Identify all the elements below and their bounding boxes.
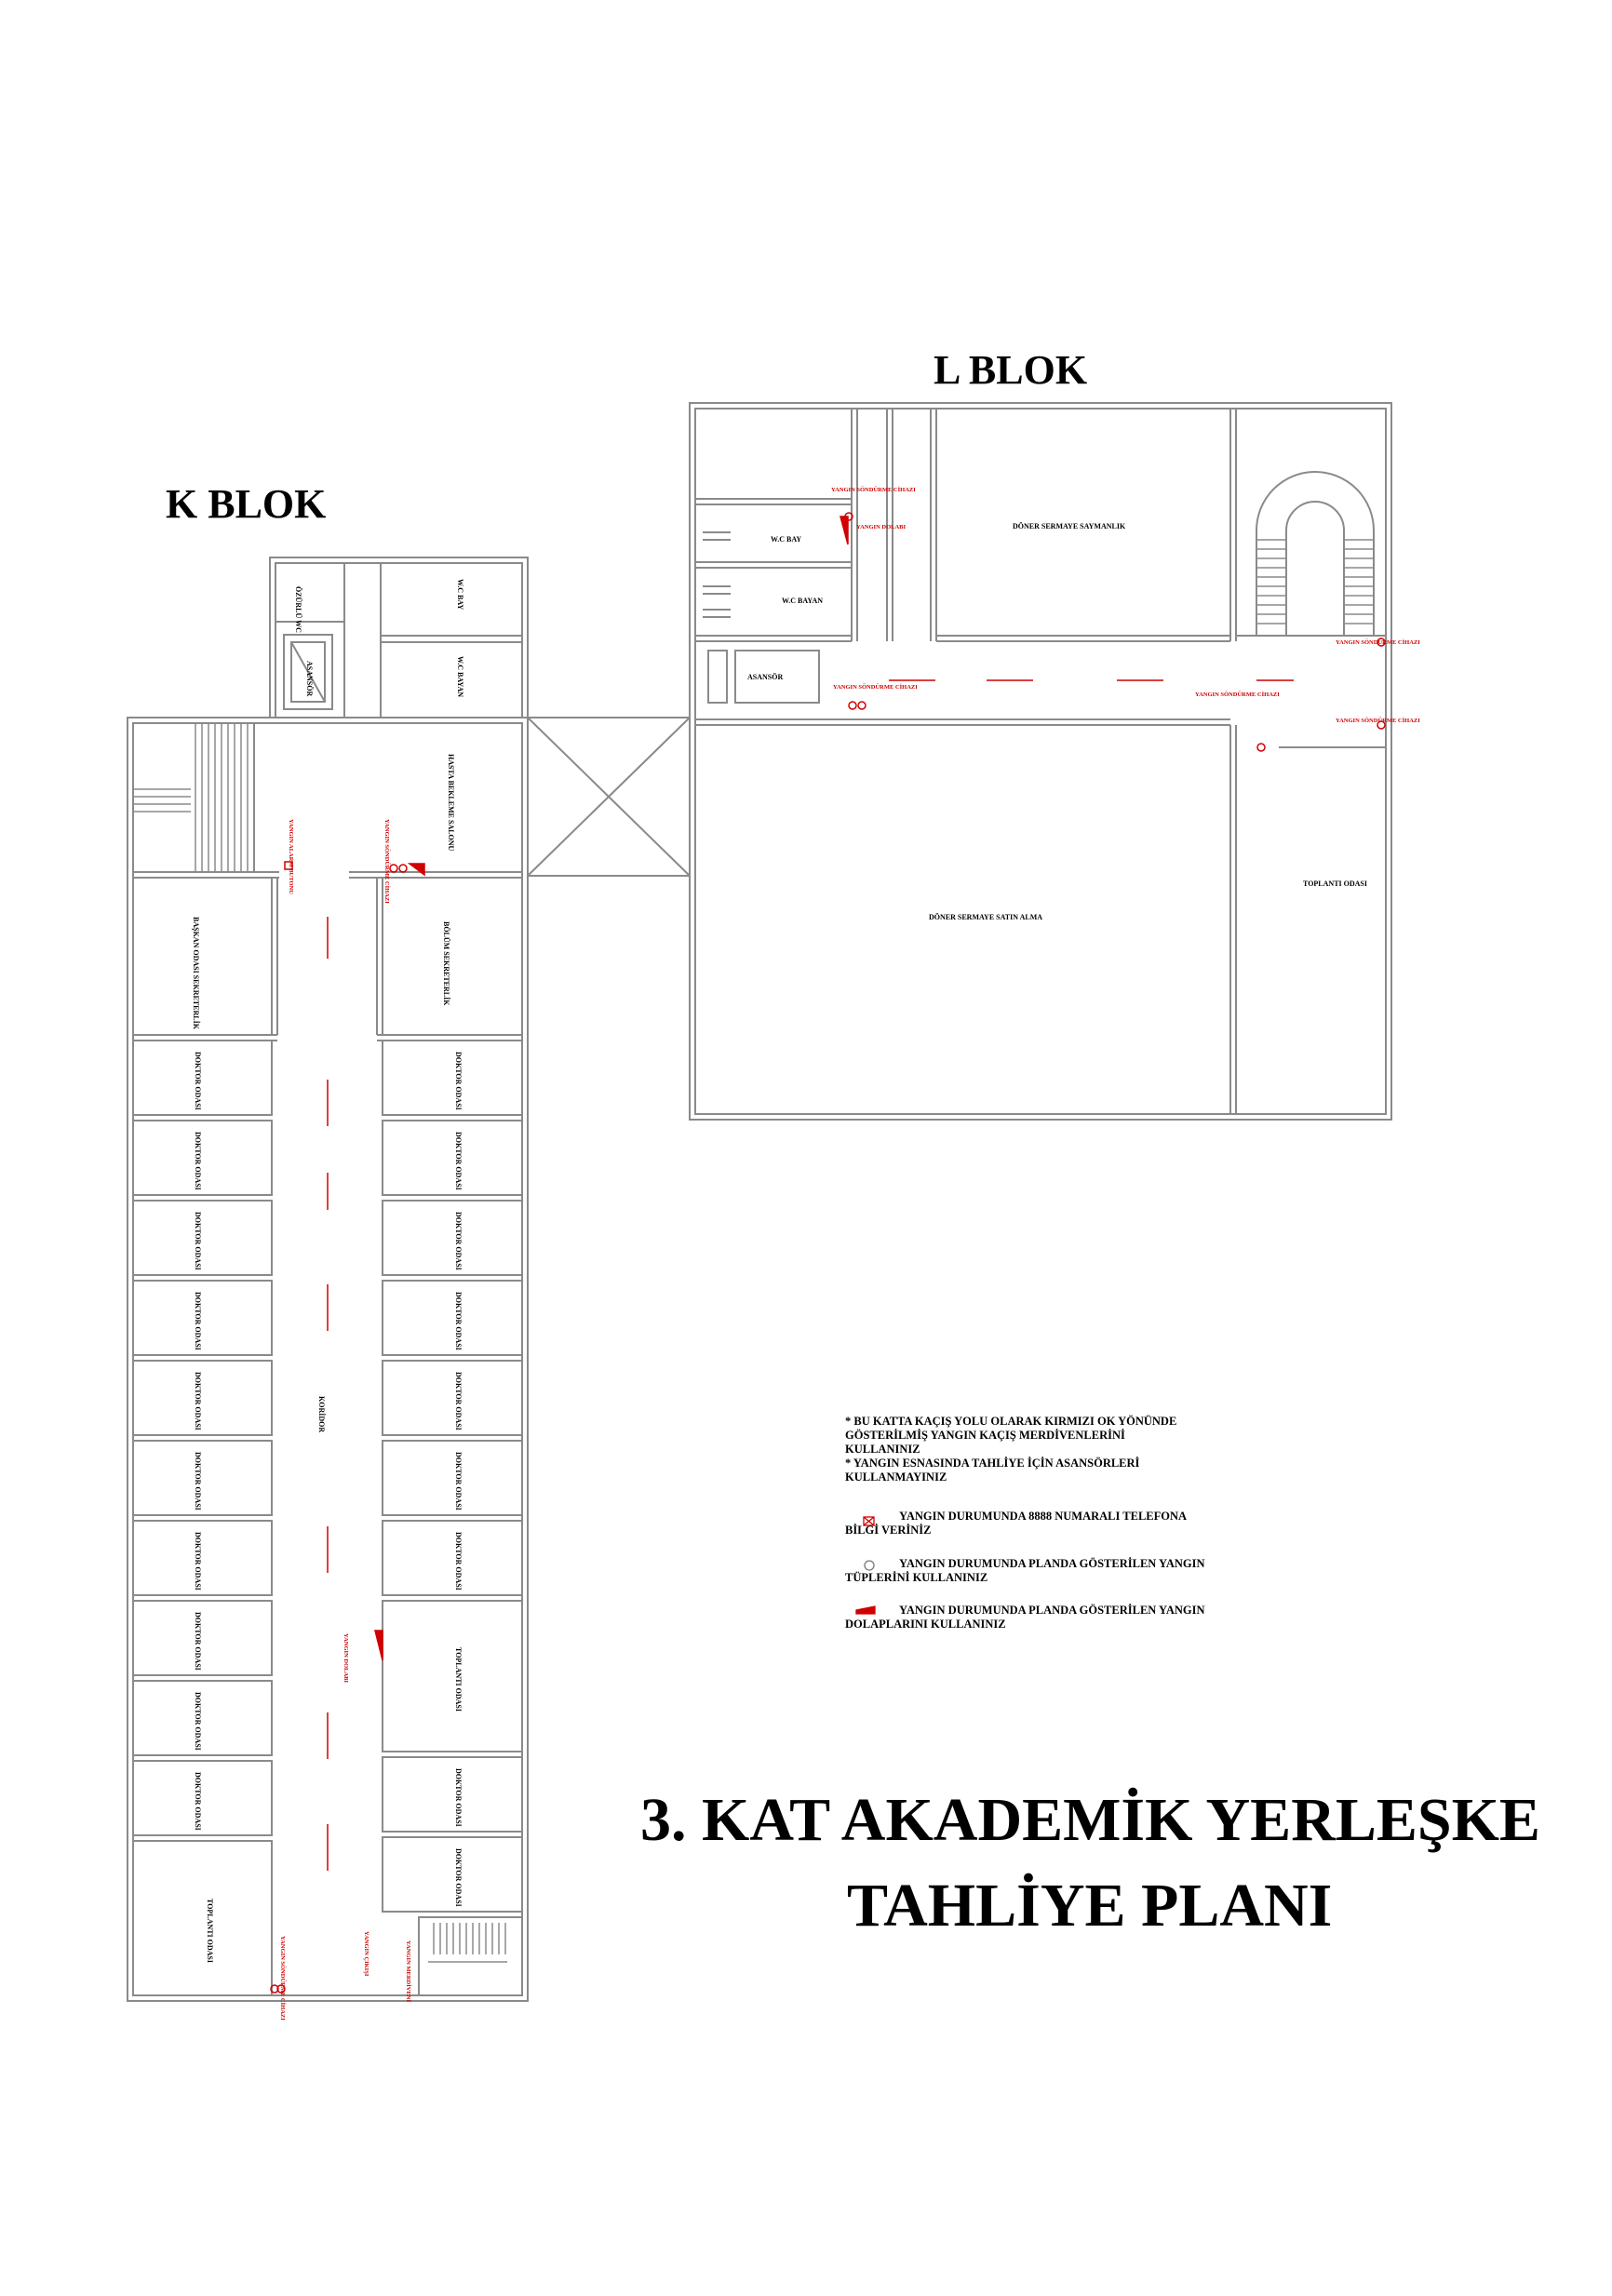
label-l-toplanti: TOPLANTI ODASI [1303, 879, 1367, 888]
label-doktor-l7: DOKTOR ODASI [194, 1532, 202, 1591]
legend-cabinet: YANGIN DURUMUNDA PLANDA GÖSTERİLEN YANGIN DOLAPLARINI KULLANINIZ [845, 1604, 1205, 1631]
legend-note-2: * YANGIN ESNASINDA TAHLİYE İÇİN ASANSÖRLERİ KULLANMAYINIZ [845, 1457, 1140, 1484]
label-doktor-r5: DOKTOR ODASI [454, 1372, 463, 1430]
label-k-wc-bayan: W.C BAYAN [456, 656, 464, 698]
label-l-wc-bayan: W.C BAYAN [782, 597, 824, 605]
label-doktor-r6: DOKTOR ODASI [454, 1452, 463, 1511]
label-doktor-l8: DOKTOR ODASI [194, 1612, 202, 1671]
label-doktor-l2: DOKTOR ODASI [194, 1132, 202, 1190]
label-doktor-l9: DOKTOR ODASI [194, 1692, 202, 1751]
label-bolum-sekreterlik: BÖLÜM SEKRETERLİK [442, 921, 450, 1006]
label-doktor-l6: DOKTOR ODASI [194, 1452, 202, 1511]
legend-alarm: YANGIN DURUMUNDA 8888 NUMARALI TELEFONA BİLGİ VERİNİZ [845, 1510, 1187, 1537]
label-k-wc-bay: W.C BAY [456, 579, 464, 611]
label-doner-saymanlik: DÖNER SERMAYE SAYMANLIK [1013, 522, 1126, 530]
label-ozurlu-wc: ÖZÜRLÜ WC [294, 586, 302, 633]
label-l-dolap: YANGIN DOLABI [856, 524, 907, 530]
label-doktor-r2: DOKTOR ODASI [454, 1132, 463, 1190]
legend-note-1: * BU KATTA KAÇIŞ YOLU OLARAK KIRMIZI OK YÖNÜNDE GÖSTERİLMİŞ YANGIN KAÇIŞ MERDİVENLERİNİ KULLANINIZ [845, 1415, 1177, 1456]
label-l-asansor: ASANSÖR [747, 673, 784, 681]
label-doktor-r1: DOKTOR ODASI [454, 1052, 463, 1110]
label-doner-satin-alma: DÖNER SERMAYE SATIN ALMA [929, 913, 1043, 921]
label-doktor-r8: DOKTOR ODASI [454, 1768, 463, 1827]
label-l-sondurme-1: YANGIN SÖNDÜRME CİHAZI [831, 487, 916, 493]
label-doktor-l5: DOKTOR ODASI [194, 1372, 202, 1430]
label-k-sondurme-1: YANGIN SÖNDÜRME CİHAZI [383, 819, 390, 904]
label-yangin-cikisi: YANGIN ÇIKIŞI [363, 1931, 369, 1977]
label-l-sondurme-2: YANGIN SÖNDÜRME CİHAZI [833, 684, 918, 691]
label-baskan-sekreterlik: BAŞKAN ODASI SEKRETERLİK [192, 917, 200, 1029]
plan-title-line2: TAHLİYE PLANI [847, 1872, 1333, 1940]
label-k-alarm: YANGIN ALARM BUTONU [288, 819, 294, 894]
label-yangin-merdiveni: YANGIN MERDİVENİ [405, 1940, 411, 2003]
label-doktor-l1: DOKTOR ODASI [194, 1052, 202, 1110]
label-k-asansor: ASANSÖR [305, 661, 314, 697]
fire-equipment [271, 513, 1385, 1993]
l-blok-title: L BLOK [934, 347, 1088, 393]
label-l-wc-bay: W.C BAY [771, 535, 802, 544]
label-koridor: KORİDOR [317, 1396, 326, 1433]
label-toplanti-left: TOPLANTI ODASI [206, 1899, 214, 1963]
label-doktor-r3: DOKTOR ODASI [454, 1212, 463, 1270]
k-blok-plan [128, 557, 528, 2001]
label-doktor-l3: DOKTOR ODASI [194, 1212, 202, 1270]
label-doktor-r9: DOKTOR ODASI [454, 1848, 463, 1907]
l-blok-plan [690, 403, 1391, 1120]
label-l-sondurme-5: YANGIN SÖNDÜRME CİHAZI [1336, 718, 1420, 724]
label-hasta-bekleme: HASTA BEKLEME SALONU [447, 754, 455, 852]
label-doktor-l10: DOKTOR ODASI [194, 1772, 202, 1831]
label-l-sondurme-4: YANGIN SÖNDÜRME CİHAZI [1336, 639, 1420, 646]
label-k-sondurme-2: YANGIN SÖNDÜRME CİHAZI [279, 1936, 286, 2021]
label-doktor-r7: DOKTOR ODASI [454, 1532, 463, 1591]
k-blok-title: K BLOK [166, 481, 327, 527]
label-doktor-l4: DOKTOR ODASI [194, 1292, 202, 1350]
label-doktor-r4: DOKTOR ODASI [454, 1292, 463, 1350]
label-k-dolap: YANGIN DOLABI [343, 1633, 349, 1684]
plan-title-line1: 3. KAT AKADEMİK YERLEŞKE [640, 1786, 1540, 1854]
legend-tube: YANGIN DURUMUNDA PLANDA GÖSTERİLEN YANGIN TÜPLERİNİ KULLANINIZ [845, 1557, 1205, 1584]
label-toplanti-right: TOPLANTI ODASI [454, 1647, 463, 1712]
label-l-sondurme-3: YANGIN SÖNDÜRME CİHAZI [1195, 691, 1280, 698]
bridge [528, 718, 690, 876]
